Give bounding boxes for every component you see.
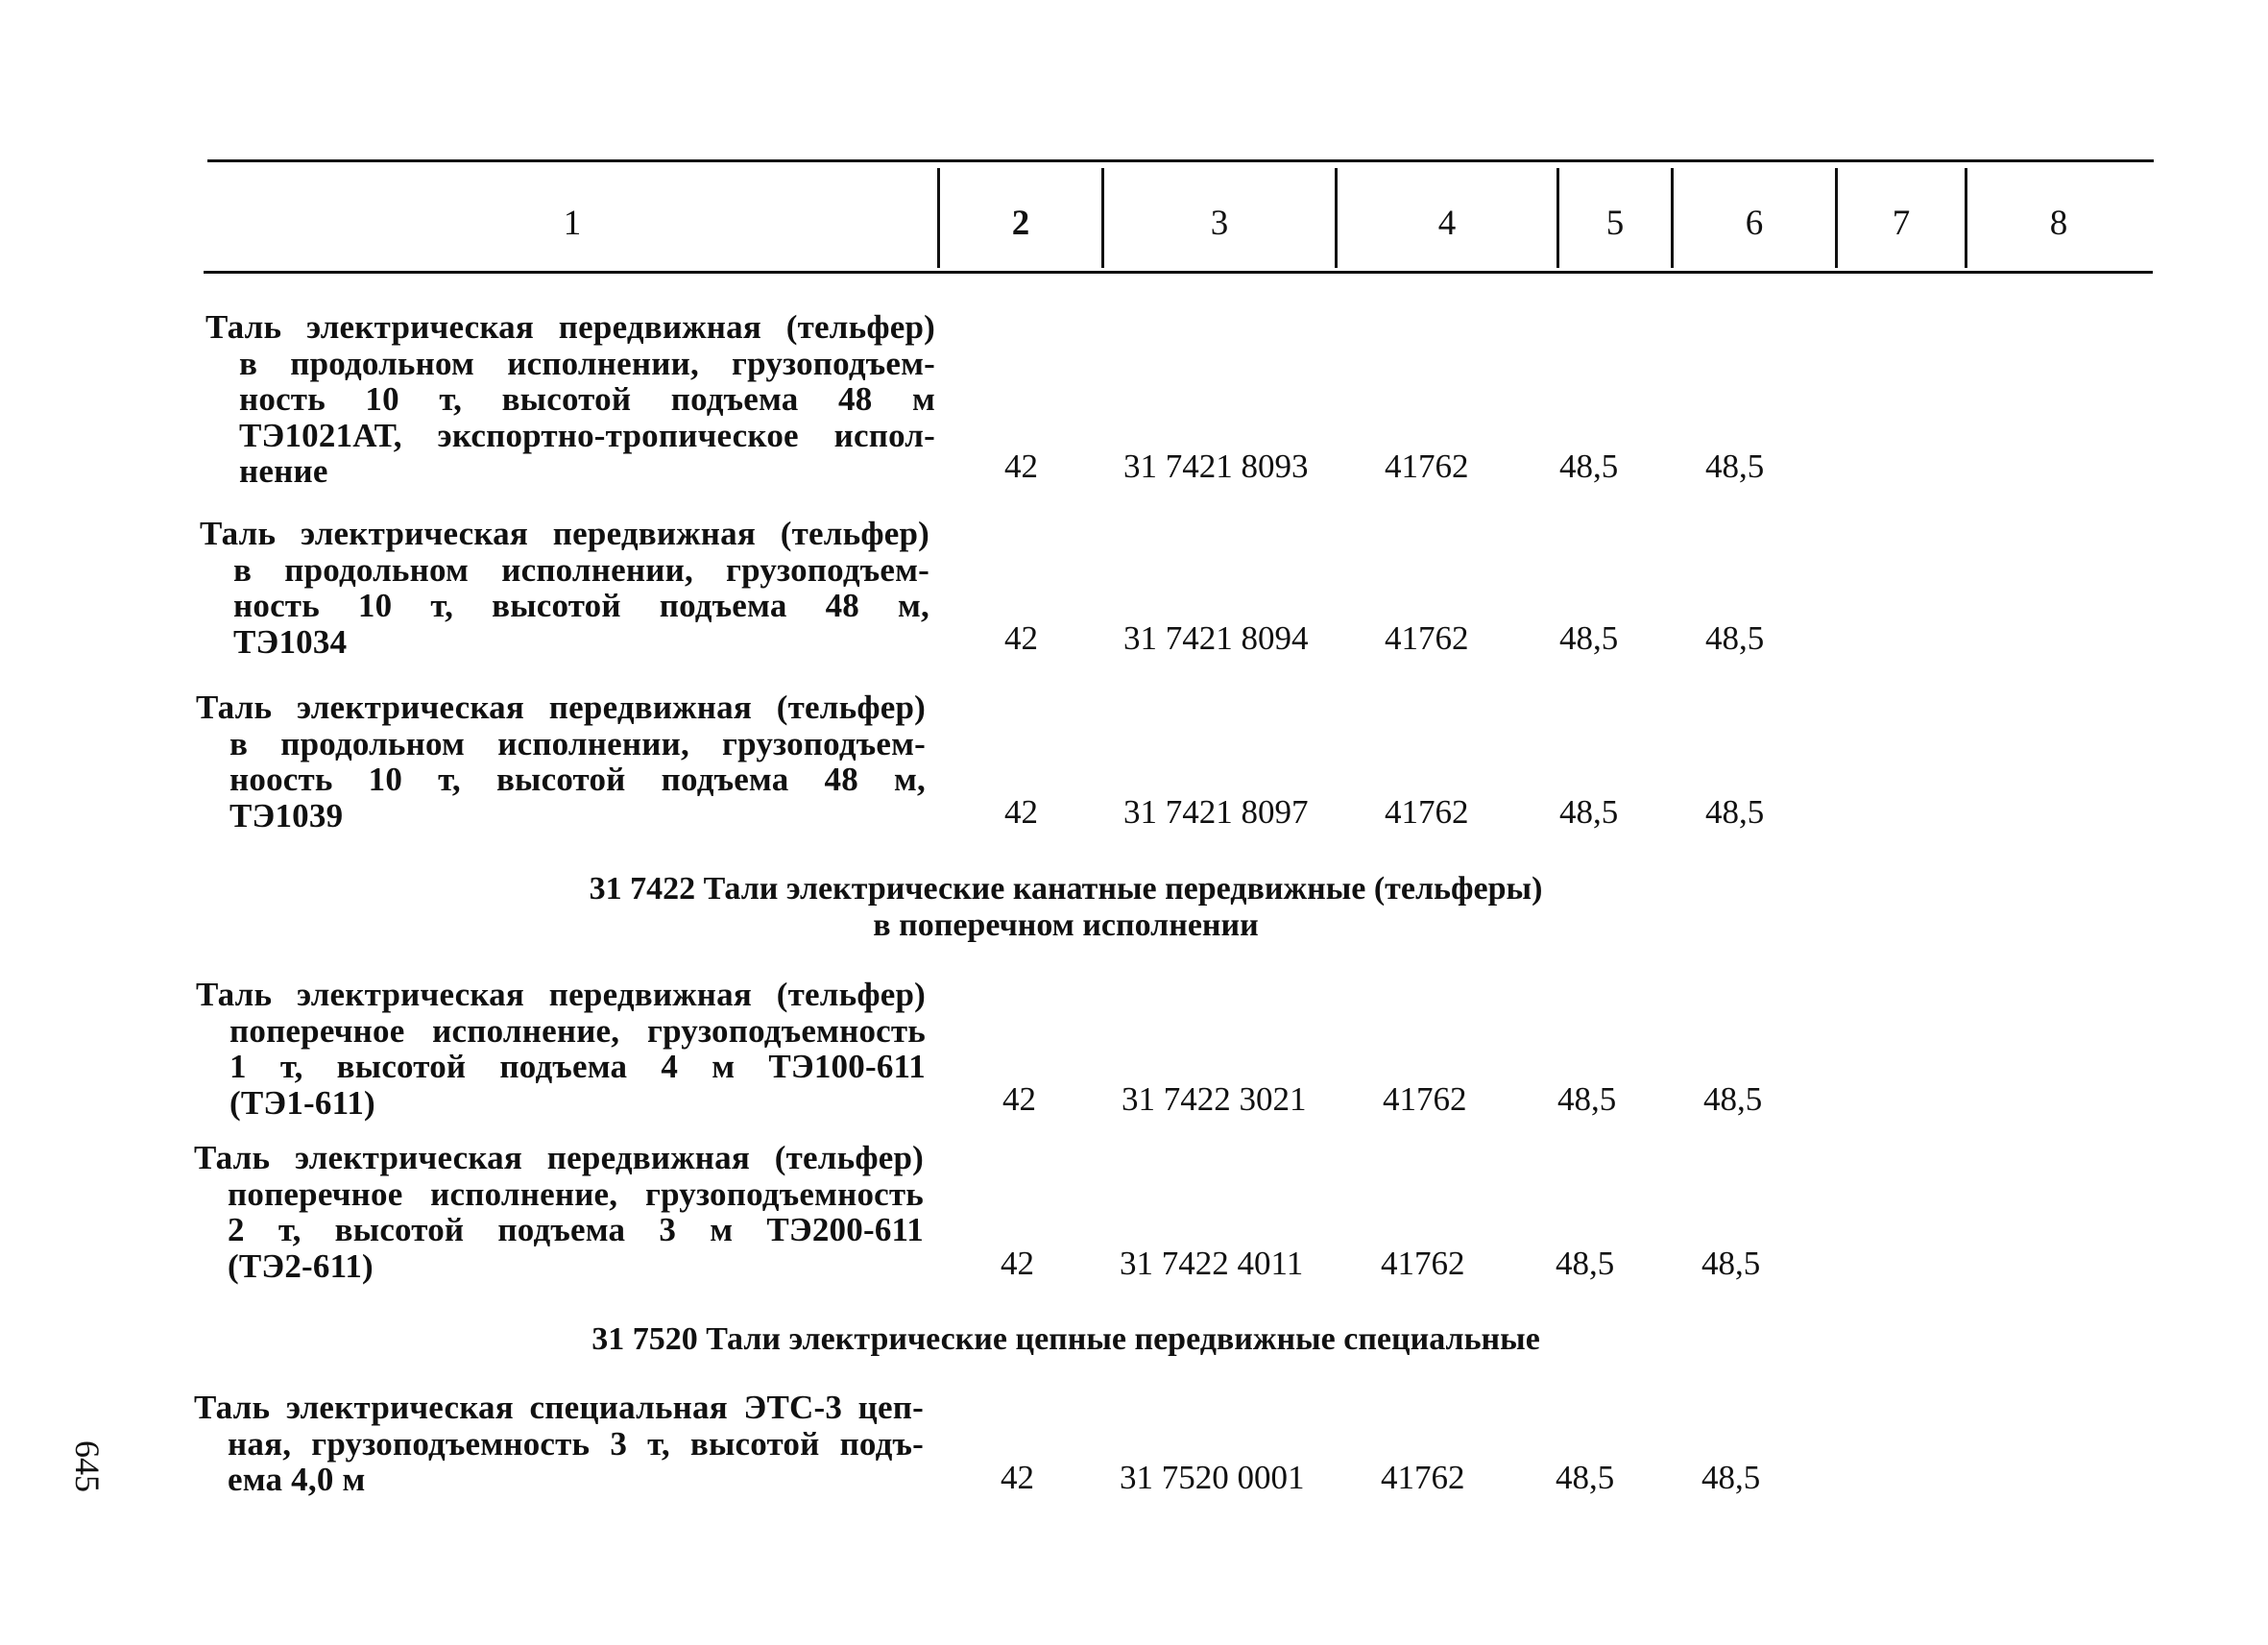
description-line: 2 т, высотой подъема 3 м ТЭ200-611 [228,1211,924,1248]
table-row-description [200,516,929,660]
cell-col6: 48,5 [1701,1245,1761,1282]
description-line: (ТЭ1-611) [229,1083,375,1122]
page-number: 645 [68,1440,107,1492]
description-line: 1 т, высотой подъема 4 м ТЭ100-611 [229,1048,926,1085]
cell-col3: 31 7422 3021 [1122,1080,1307,1118]
description-line: Таль электрическая передвижная (тельфер) [194,1139,924,1176]
table-row-description [205,309,935,490]
cell-col2: 42 [1004,619,1038,657]
description-line: Таль электрическая передвижная (тельфер) [196,689,926,726]
cell-col3: 31 7422 4011 [1120,1245,1304,1282]
cell-col6: 48,5 [1705,448,1765,485]
column-header-4: 4 [1437,204,1457,243]
cell-col6: 48,5 [1703,1080,1763,1118]
table-row-description [196,689,926,834]
cell-col4: 41762 [1381,1245,1465,1282]
cell-col6: 48,5 [1701,1459,1761,1496]
section-heading [442,871,1690,944]
description-line: ТЭ1034 [233,622,348,661]
column-header-8: 8 [2049,204,2068,243]
section-heading-line: 31 7520 Тали электрические цепные передвижные специальные [591,1321,1540,1357]
column-header-6: 6 [1745,204,1764,243]
description-line: поперечное исполнение, грузоподъемность [228,1174,924,1213]
description-line: в продольном исполнении, грузоподъем- [229,724,926,762]
cell-col3: 31 7421 8094 [1123,619,1309,657]
table-top-rule [207,159,2154,162]
table-row-description [194,1390,924,1498]
cell-col5: 48,5 [1559,793,1619,831]
description-line: нение [239,452,328,490]
cell-col3: 31 7421 8097 [1123,793,1309,831]
cell-col5: 48,5 [1559,448,1619,485]
table-row-description [194,1140,924,1284]
section-heading [442,1321,1690,1358]
cell-col4: 41762 [1385,793,1469,831]
description-line: Таль электрическая специальная ЭТС-3 цеп- [194,1389,924,1426]
cell-col2: 42 [1001,1245,1034,1282]
cell-col4: 41762 [1383,1080,1467,1118]
column-header-1: 1 [563,204,582,243]
cell-col5: 48,5 [1557,1080,1617,1118]
description-line: ность 10 т, высотой подъема 48 м [239,380,935,418]
column-header-7: 7 [1892,204,1911,243]
cell-col2: 42 [1001,1459,1034,1496]
description-line: Таль электрическая передвижная (тельфер) [200,515,929,552]
description-line: в продольном исполнении, грузоподъем- [239,344,935,382]
description-line: ная, грузоподъемность 3 т, высотой подъ- [228,1424,924,1463]
cell-col4: 41762 [1381,1459,1465,1496]
cell-col5: 48,5 [1556,1459,1615,1496]
description-line: ноость 10 т, высотой подъема 48 м, [229,761,926,798]
description-line: Таль электрическая передвижная (тельфер) [205,308,935,346]
description-line: ность 10 т, высотой подъема 48 м, [233,587,929,624]
cell-col4: 41762 [1385,448,1469,485]
column-header-3: 3 [1210,204,1229,243]
description-line: поперечное исполнение, грузоподъемность [229,1011,926,1050]
column-header-2: 2 [1011,204,1030,243]
description-line: ТЭ1039 [229,796,344,835]
section-heading-line: 31 7422 Тали электрические канатные передвижные (тельферы) [589,871,1543,907]
table-row-description [196,977,926,1121]
cell-col6: 48,5 [1705,793,1765,831]
cell-col3: 31 7421 8093 [1123,448,1309,485]
cell-col4: 41762 [1385,619,1469,657]
cell-col5: 48,5 [1556,1245,1615,1282]
section-heading-line: в поперечном исполнении [873,907,1259,943]
cell-col5: 48,5 [1559,619,1619,657]
cell-col2: 42 [1002,1080,1036,1118]
cell-col2: 42 [1004,448,1038,485]
cell-col6: 48,5 [1705,619,1765,657]
description-line: (ТЭ2-611) [228,1246,374,1285]
description-line: ема 4,0 м [228,1461,366,1498]
description-line: ТЭ1021АТ, экспортно-тропическое испол- [239,416,935,454]
description-line: Таль электрическая передвижная (тельфер) [196,976,926,1013]
table-header-bottom-rule [204,271,2153,274]
cell-col2: 42 [1004,793,1038,831]
cell-col3: 31 7520 0001 [1120,1459,1305,1496]
description-line: в продольном исполнении, грузоподъем- [233,550,929,589]
column-header-5: 5 [1605,204,1625,243]
